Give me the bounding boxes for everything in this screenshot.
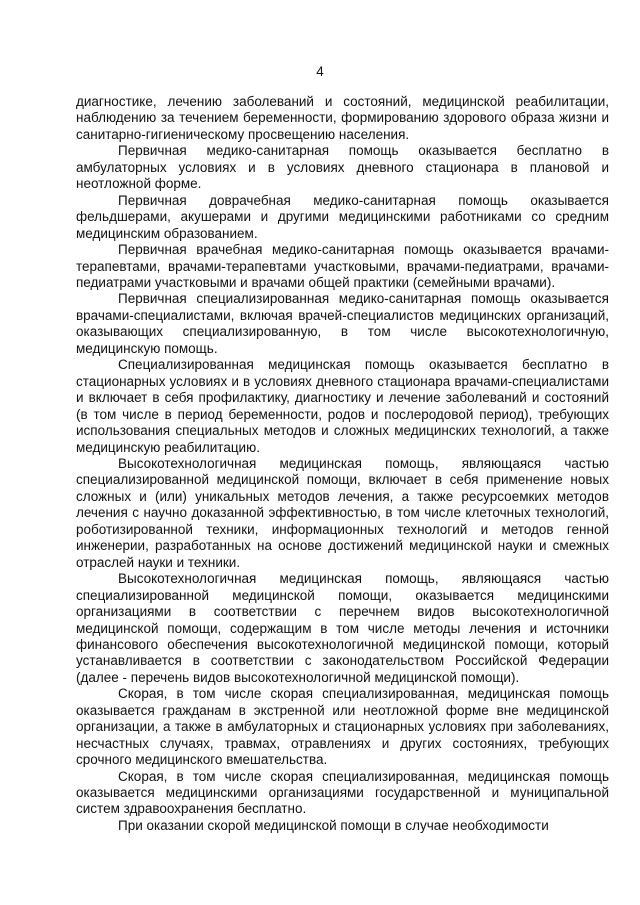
paragraph-physician-care: Первичная врачебная медико-санитарная помощь оказывается врачами-терапевтами, врачами-терапевтами участковыми, врачами-педиатрами, врачами-педиатрами участковыми и врачами общей практики (семейными врачами). xyxy=(76,242,609,290)
paragraph-emergency-care-free: Скорая, в том числе скорая специализированная, медицинская помощь оказывается медицинскими организациями государственной и муниципальной систем здравоохранения бесплатно. xyxy=(76,768,609,817)
paragraph-high-tech-care-provision: Высокотехнологичная медицинская помощь, являющаяся частью специализированной медицинской помощи, оказывается медицинскими организациями в соответствии с перечнем видов высокотехнологичной медицинской помощи, содержащим в том числе методы лечения и источники финансового обеспечения высокотехнологичной медицинской помощи, который устанавливается в соответствии с законодательством Российской Федерации (далее - перечень видов высокотехнологичной медицинской помощи). xyxy=(76,571,609,685)
document-body xyxy=(76,94,609,834)
paragraph-specialized-primary-care: Первичная специализированная медико-санитарная помощь оказывается врачами-специалистами, включая врачей-специалистов медицинских организаций, оказывающих специализированную, в том числе высокотехнологичную, медицинскую помощь. xyxy=(76,291,609,356)
paragraph-pre-medical-care: Первичная доврачебная медико-санитарная помощь оказывается фельдшерами, акушерами и другими медицинскими работниками со средним медицинским образованием. xyxy=(76,192,609,241)
paragraph-emergency-care: Скорая, в том числе скорая специализированная, медицинская помощь оказывается гражданам в экстренной или неотложной форме вне медицинской организации, а также в амбулаторных и стационарных условиях при заболеваниях, несчастных случаях, травмах, отравлениях и других состояниях, требующих срочного медицинского вмешательства. xyxy=(76,686,609,768)
page-number: 4 xyxy=(316,64,324,79)
paragraph-continuation: диагностике, лечению заболеваний и состояний, медицинской реабилитации, наблюдению за течением беременности, формированию здорового образа жизни и санитарно-гигиеническому просвещению населения. xyxy=(76,94,609,142)
paragraph-emergency-care-necessity: При оказании скорой медицинской помощи в случае необходимости xyxy=(118,817,549,833)
paragraph-high-tech-care-definition: Высокотехнологичная медицинская помощь, являющаяся частью специализированной медицинской помощи, включает в себя применение новых сложных и (или) уникальных методов лечения, а также ресурсоемких методов лечения с научно доказанной эффективностью, в том числе клеточных технологий, роботизированной техники, информационных технологий и методов генной инженерии, разработанных на основе достижений медицинской науки и смежных отраслей науки и техники. xyxy=(76,455,609,570)
paragraph-primary-care: Первичная медико-санитарная помощь оказывается бесплатно в амбулаторных условиях и в условиях дневного стационара в плановой и неотложной форме. xyxy=(76,143,609,192)
paragraph-specialized-care: Специализированная медицинская помощь оказывается бесплатно в стационарных условиях и в условиях дневного стационара врачами-специалистами и включает в себя профилактику, диагностику и лечение заболеваний и состояний (в том числе в период беременности, родов и послеродовой период), требующих использования специальных методов и сложных медицинских технологий, а также медицинскую реабилитацию. xyxy=(76,357,609,455)
